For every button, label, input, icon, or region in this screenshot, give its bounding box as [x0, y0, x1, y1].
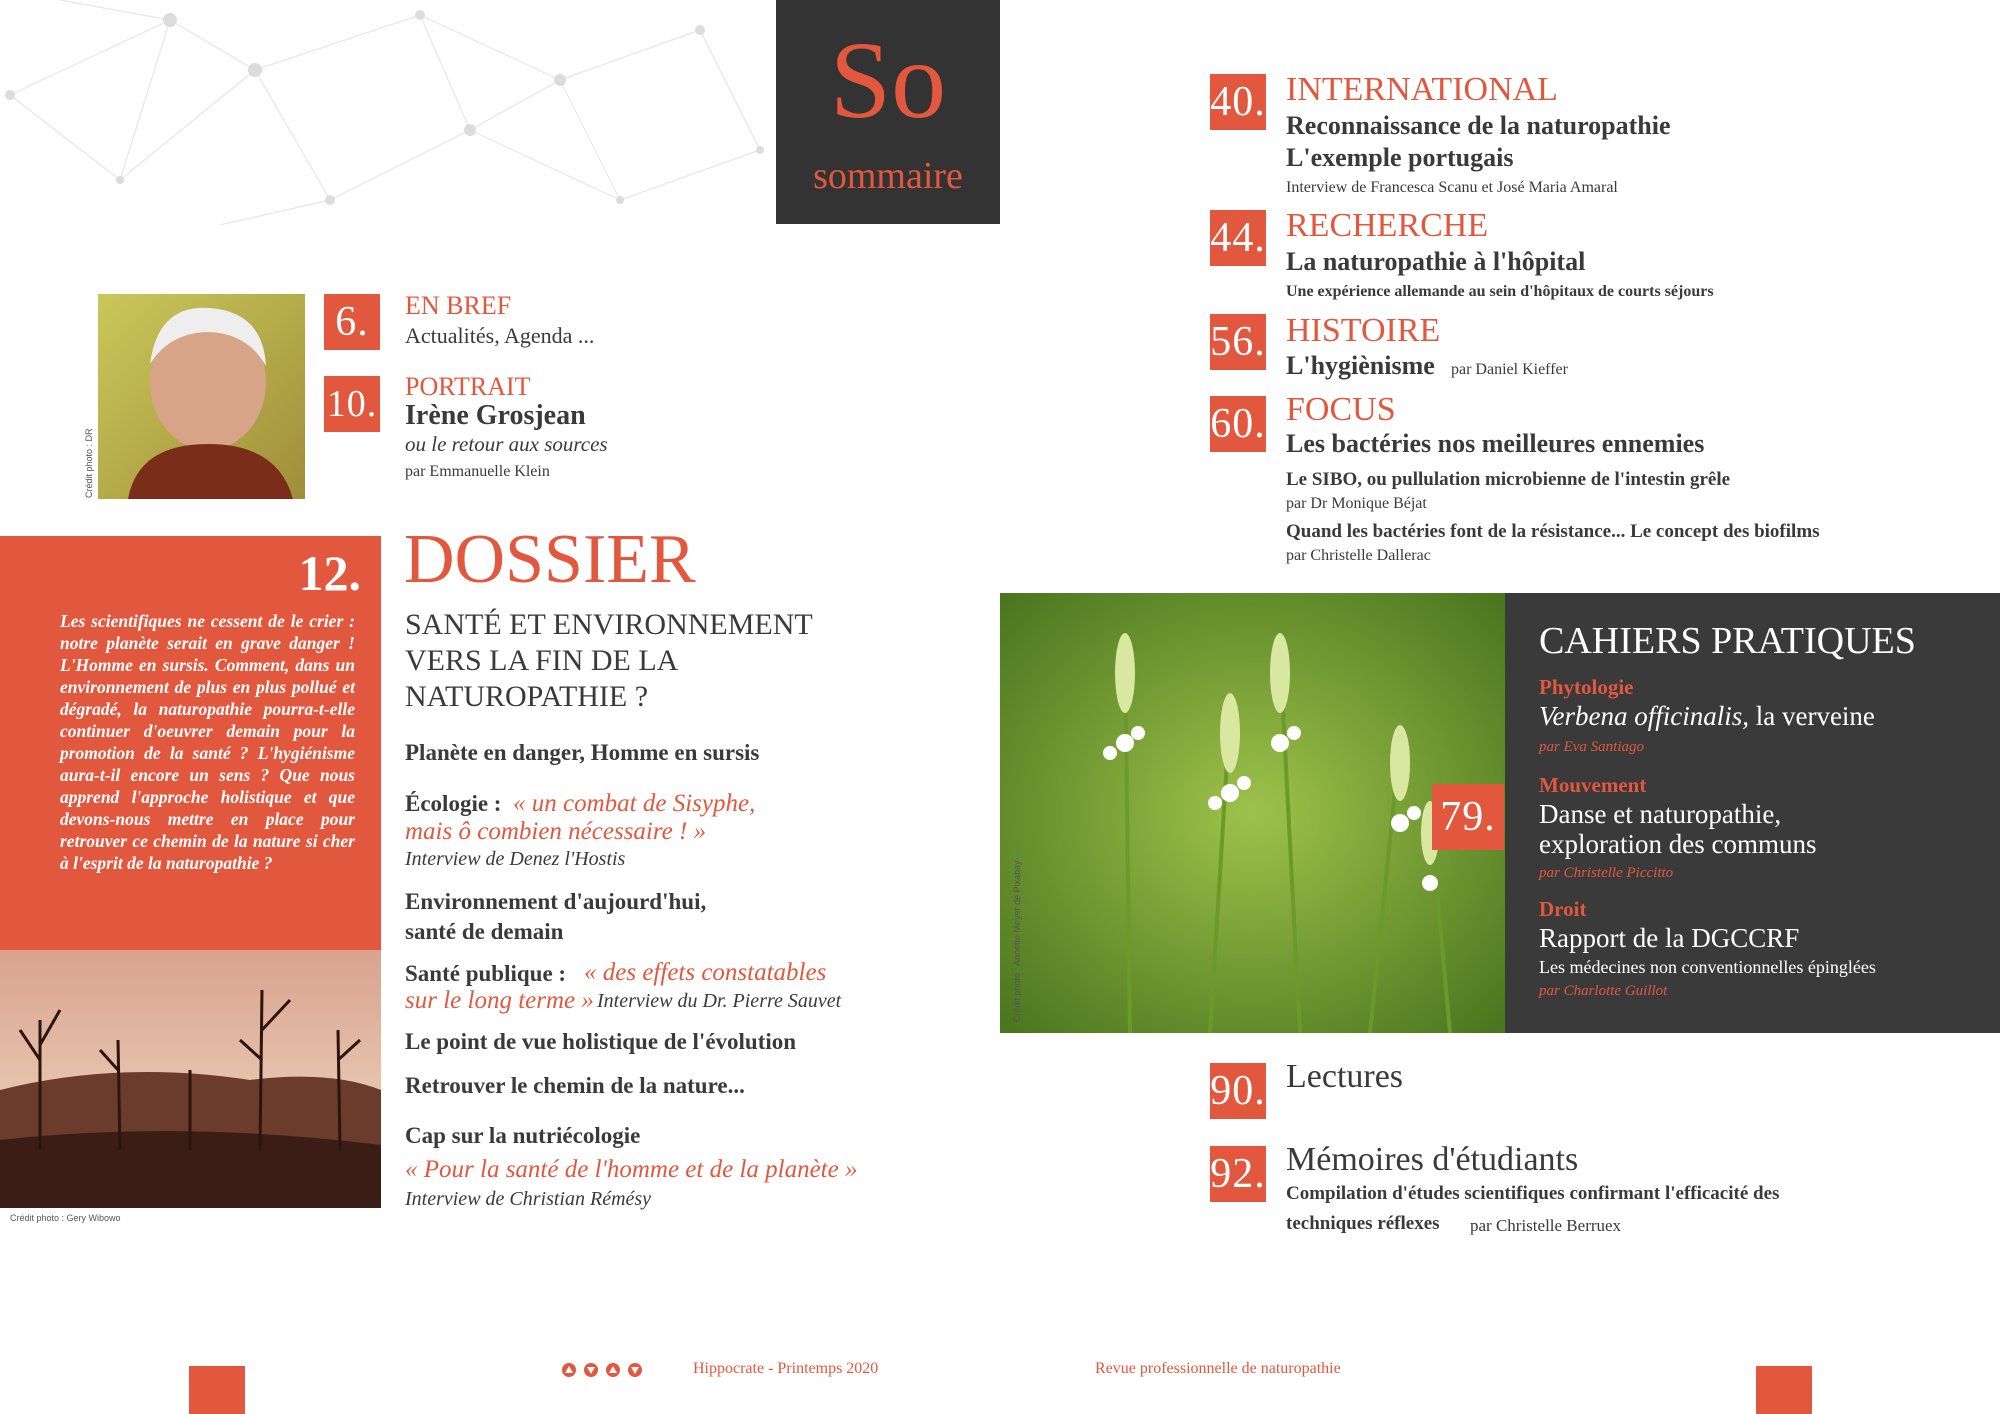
footer-square-left: [189, 1366, 245, 1414]
cahiers-title-italic: Verbena officinalis,: [1539, 701, 1749, 731]
entry-sub: Une expérience allemande au sein d'hôpitaux de courts séjours: [1286, 283, 1714, 300]
entry-author: par Daniel Kieffer: [1451, 361, 1568, 378]
dossier-entry: Cap sur la nutriécologie: [405, 1123, 641, 1148]
footer-right-text: Revue professionnelle de naturopathie: [1095, 1360, 1341, 1377]
dossier-heading: DOSSIER: [404, 521, 696, 598]
dossier-entry-quote: « Pour la santé de l'homme et de la planète »: [405, 1156, 858, 1183]
dossier-entry-quote: « des effets constatables: [584, 959, 827, 986]
cahiers-author: par Charlotte Guillot: [1539, 983, 1668, 999]
page-number: 60.: [1210, 396, 1266, 452]
dossier-entry: Retrouver le chemin de la nature...: [405, 1073, 745, 1098]
entry-title: Reconnaissance de la naturopathie: [1286, 111, 1671, 140]
page-number: 10.: [324, 376, 380, 432]
entry-title: Les bactéries nos meilleures ennemies: [1286, 429, 1705, 458]
dossier-subtitle-2: VERS LA FIN DE LA: [405, 644, 679, 677]
cahiers-title: Danse et naturopathie,: [1539, 799, 1782, 829]
focus-author: par Dr Monique Béjat: [1286, 495, 1427, 512]
landscape-photo-credit: Crédit photo : Gery Wibowo: [10, 1213, 121, 1223]
footer-left-text: Hippocrate - Printemps 2020: [693, 1360, 879, 1377]
entry-title: L'exemple portugais: [1286, 143, 1514, 172]
section-label: HISTOIRE: [1286, 312, 1441, 349]
logo-sommaire: sommaire: [813, 155, 963, 197]
lectures-title: Lectures: [1286, 1058, 1404, 1095]
section-label: PORTRAIT: [405, 372, 531, 401]
cahiers-title: Rapport de la DGCCRF: [1539, 923, 1800, 953]
verbena-photo-credit: Crédit photo : Annette Meyer de Pixabay: [1012, 860, 1022, 1022]
page-number: 56.: [1210, 314, 1266, 370]
focus-article: Le SIBO, ou pullulation microbienne de l'intestin grêle: [1286, 469, 1731, 490]
cahiers-heading: CAHIERS PRATIQUES: [1539, 620, 1916, 662]
dossier-page-number: 12.: [298, 545, 361, 601]
memoires-title: Mémoires d'étudiants: [1286, 1141, 1579, 1178]
verbena-photo: [1000, 593, 1505, 1033]
memoires-line: Compilation d'études scientifiques confirmant l'efficacité des: [1286, 1183, 1780, 1204]
dossier-entry: Planète en danger, Homme en sursis: [405, 740, 760, 765]
footer-square-right: [1756, 1366, 1812, 1414]
dossier-entry-interview: Interview de Denez l'Hostis: [405, 848, 626, 870]
page-number: 44.: [1210, 210, 1266, 266]
dossier-entry-quote: sur le long terme »: [405, 987, 594, 1014]
cahiers-sub: Les médecines non conventionnelles épinglées: [1539, 957, 1876, 977]
cahiers-category: Droit: [1539, 897, 1587, 921]
network-pattern: [0, 0, 770, 225]
section-label: INTERNATIONAL: [1286, 71, 1558, 108]
section-label: RECHERCHE: [1286, 207, 1489, 244]
cahiers-page-number: 79.: [1432, 784, 1504, 850]
cahiers-panel: [1505, 593, 2000, 1033]
page-number: 40.: [1210, 74, 1266, 130]
sommaire-logo: [776, 0, 1000, 224]
logo-so: So: [829, 19, 947, 141]
dossier-intro-block: [0, 536, 381, 950]
dossier-entry-interview: Interview du Dr. Pierre Sauvet: [597, 990, 842, 1012]
dossier-entry-quote: « un combat de Sisyphe,: [513, 790, 756, 817]
portrait-photo: [98, 294, 305, 499]
cahiers-category: Mouvement: [1539, 773, 1647, 797]
dossier-entry: Le point de vue holistique de l'évolution: [405, 1029, 797, 1054]
page-number: 6.: [324, 294, 380, 350]
dossier-entry-label: Écologie :: [405, 791, 502, 816]
memoires-author: par Christelle Berruex: [1470, 1216, 1622, 1235]
page-number: 90.: [1210, 1063, 1266, 1119]
dossier-entry-interview: Interview de Christian Rémésy: [405, 1188, 652, 1210]
cahiers-title-rest: la verveine: [1748, 701, 1875, 731]
entry-line: Actualités, Agenda ...: [405, 323, 595, 348]
section-label: FOCUS: [1286, 391, 1396, 428]
focus-article: Quand les bactéries font de la résistance... Le concept des biofilms: [1286, 521, 1820, 542]
portrait-author: par Emmanuelle Klein: [405, 463, 550, 480]
entry-sub: Interview de Francesca Scanu et José Maria Amaral: [1286, 179, 1618, 196]
page-number: 92.: [1210, 1146, 1266, 1202]
portrait-title: Irène Grosjean: [405, 400, 586, 431]
cahiers-title: exploration des communs: [1539, 829, 1817, 859]
entry-title: La naturopathie à l'hôpital: [1286, 247, 1586, 276]
landscape-photo: [0, 950, 381, 1208]
portrait-subtitle: ou le retour aux sources: [405, 432, 608, 456]
footer-ornament-icon: [561, 1362, 649, 1378]
memoires-line: techniques réflexes: [1286, 1213, 1440, 1234]
dossier-entry: santé de demain: [405, 919, 564, 944]
dossier-intro: Les scientifiques ne cessent de le crier : notre planète serait en grave danger ! L'Homme en sursis. Comment, dans un environnement de plus en plus pollué et dégradé, la naturopathie pourra-t-elle continuer d'oeuvrer demain pour la promotion de la santé ? L'hygiénisme aura-t-il encore un sens ? Que nous apprend l'approche holistique et que devons-nous mettre en place pour retrouver ce chemin de la nature si cher à l'esprit de la naturopathie ?: [60, 611, 355, 873]
cahiers-author: par Christelle Piccitto: [1539, 865, 1674, 881]
entry-title: L'hygiènisme: [1286, 351, 1435, 380]
cahiers-title: [1539, 701, 1875, 732]
dossier-entry-label: Santé publique :: [405, 961, 567, 986]
dossier-entry-quote: mais ô combien nécessaire ! »: [405, 818, 707, 845]
dossier-entry: Environnement d'aujourd'hui,: [405, 889, 707, 914]
dossier-subtitle-1: SANTÉ ET ENVIRONNEMENT: [405, 608, 813, 641]
portrait-photo-credit: Crédit photo : DR: [84, 428, 94, 498]
focus-author: par Christelle Dallerac: [1286, 547, 1431, 564]
section-label: EN BREF: [405, 291, 512, 320]
cahiers-author: par Eva Santiago: [1539, 739, 1644, 755]
cahiers-category: Phytologie: [1539, 675, 1634, 699]
dossier-subtitle-3: NATUROPATHIE ?: [405, 680, 649, 713]
